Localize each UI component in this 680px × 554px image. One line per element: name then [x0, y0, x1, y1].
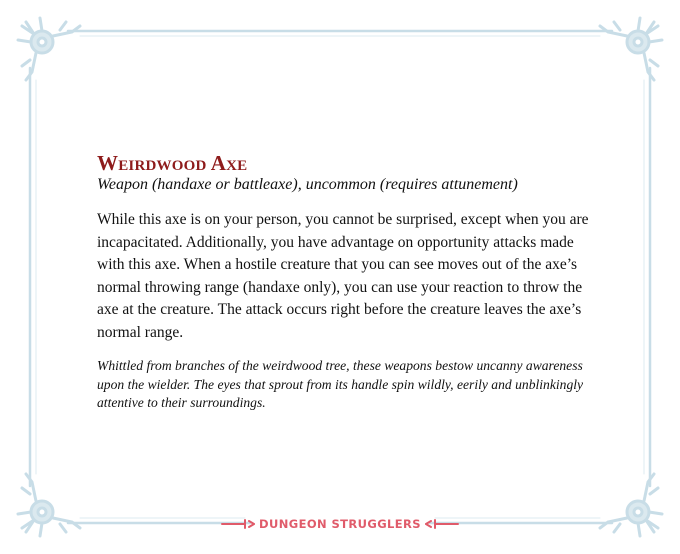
- item-description: While this axe is on your person, you cannot be surprised, except when you are incapacitated. Additionally, you have advantage on opportunity attacks made with this axe. When a hostile creature that you can see moves out of the axe’s normal throwing range (handaxe only), you can use your reaction to throw the axe at the creature. The attack occurs right before the creature leaves the axe’s normal range.: [97, 211, 589, 341]
- ornamental-corner-icon-top-right: [600, 18, 662, 80]
- flourish-left-icon: [221, 518, 255, 530]
- footer: [0, 513, 680, 535]
- item-type-line: Weapon (handaxe or battleaxe), uncommon (requires attunement): [97, 176, 518, 193]
- footer-brand: DUNGEON STRUGGLERS: [259, 517, 421, 531]
- item-flavor-text: Whittled from branches of the weirdwood tree, these weapons bestow uncanny awareness upon the wielder. The eyes that sprout from its handle spin wildly, eerily and unblinkingly attentive to their surroundings.: [97, 358, 584, 410]
- ornamental-corner-icon-top-left: [18, 18, 80, 80]
- item-title: Weirdwood Axe: [97, 151, 248, 175]
- flourish-right-icon: [425, 518, 459, 530]
- item-card: [97, 151, 597, 413]
